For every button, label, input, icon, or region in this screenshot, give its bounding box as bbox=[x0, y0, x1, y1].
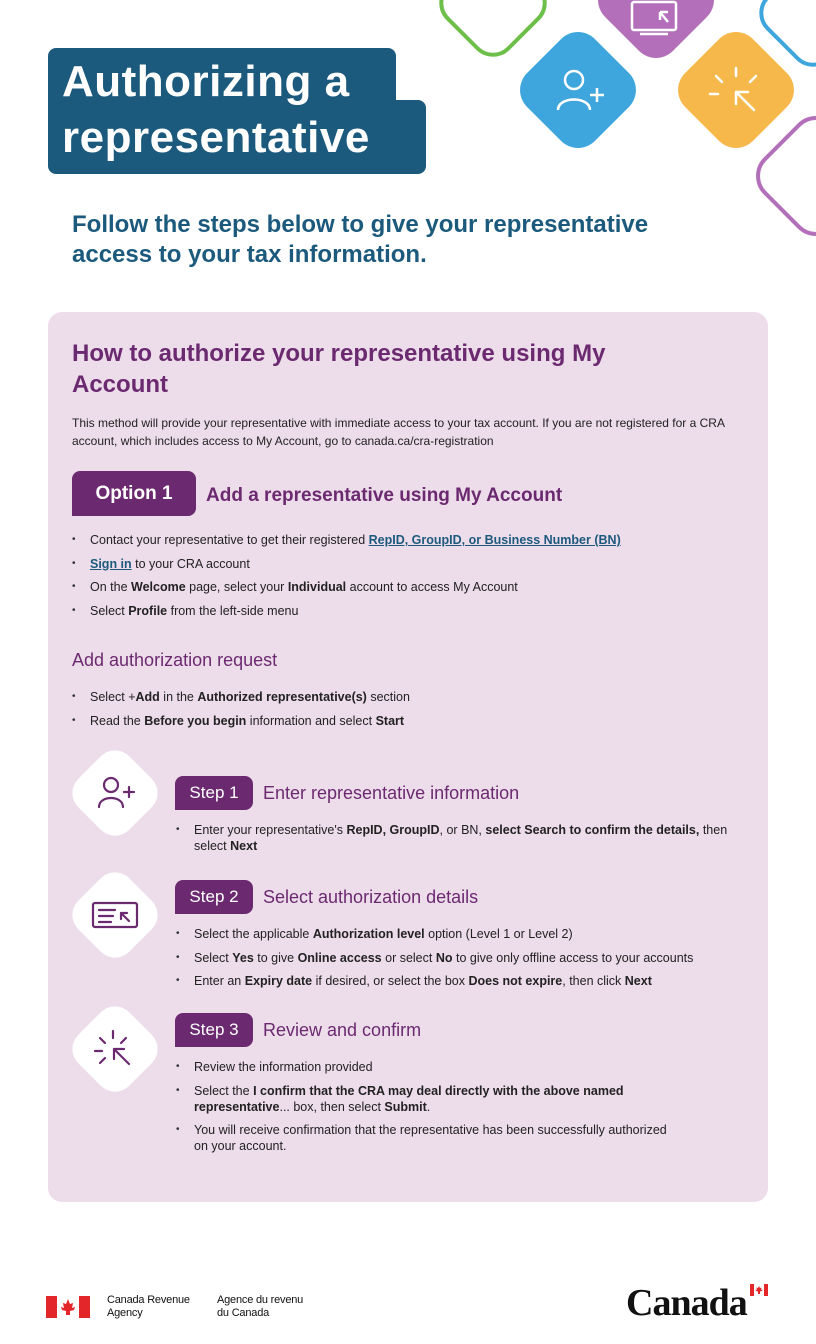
option-badge: Option 1 bbox=[72, 471, 196, 516]
step-3-list bbox=[176, 1059, 676, 1162]
list-item: • Sign in to your CRA account bbox=[72, 556, 752, 572]
click-cursor-icon bbox=[89, 1023, 141, 1075]
auth-request-list bbox=[72, 689, 752, 736]
add-user-icon bbox=[89, 767, 141, 819]
step-1-badge: Step 1 bbox=[175, 776, 253, 810]
agency-name-en: Canada Revenue Agency bbox=[107, 1294, 190, 1319]
online-form-icon bbox=[89, 889, 141, 941]
canada-flag-icon bbox=[46, 1296, 90, 1318]
list-item: • Select the I confirm that the CRA may deal directly with the above named representative... box, then select Submit. bbox=[176, 1083, 676, 1115]
list-item: • Contact your representative to get their registered RepID, GroupID, or Business Number (BN) bbox=[72, 532, 752, 548]
step-1-title: Enter representative information bbox=[263, 783, 520, 803]
list-item: • Select +Add in the Authorized representative(s) section bbox=[72, 689, 752, 705]
intro-text: This method will provide your representative with immediate access to your tax account. If you are not registered for a CRA account, which includes access to My Account, go to canada.ca/cra-registration bbox=[72, 416, 725, 448]
repid-link[interactable]: RepID, GroupID, or Business Number (BN) bbox=[368, 533, 621, 547]
step-2-list bbox=[176, 926, 756, 997]
title-line-1: Authorizing a bbox=[62, 57, 350, 106]
list-item: • Select Profile from the left-side menu bbox=[72, 603, 752, 619]
option-list bbox=[72, 532, 752, 626]
list-item: • Review the information provided bbox=[176, 1059, 676, 1075]
add-user-icon bbox=[558, 71, 604, 110]
subtitle: Follow the steps below to give your representative access to your tax information. bbox=[72, 211, 649, 268]
list-item: • Select the applicable Authorization level option (Level 1 or Level 2) bbox=[176, 926, 756, 942]
click-cursor-icon bbox=[710, 68, 756, 110]
step-2-badge: Step 2 bbox=[175, 880, 253, 914]
wordmark-flag-icon bbox=[750, 1284, 768, 1296]
list-item: • Enter an Expiry date if desired, or select the box Does not expire, then click Next bbox=[176, 973, 756, 989]
canada-wordmark: Canada bbox=[626, 1282, 747, 1324]
list-item: • On the Welcome page, select your Individual account to access My Account bbox=[72, 579, 752, 595]
agency-name-fr: Agence du revenu du Canada bbox=[217, 1294, 304, 1319]
sign-in-link[interactable]: Sign in bbox=[90, 556, 132, 571]
step-3-badge: Step 3 bbox=[175, 1013, 253, 1047]
step-3-title: Review and confirm bbox=[263, 1020, 422, 1040]
step-2-title: Select authorization details bbox=[263, 887, 479, 907]
title-line-2: representative bbox=[62, 113, 370, 162]
auth-request-heading: Add authorization request bbox=[72, 650, 278, 670]
computer-screen-icon bbox=[632, 2, 676, 34]
section-heading: How to authorize your representative using My Account bbox=[72, 340, 606, 398]
option-title: Add a representative using My Account bbox=[206, 485, 563, 506]
list-item: • Read the Before you begin information and select Start bbox=[72, 713, 752, 729]
list-item: • Select Yes to give Online access or select No to give only offline access to your accounts bbox=[176, 950, 756, 966]
step-1-list bbox=[176, 822, 756, 862]
list-item: • Enter your representative's RepID, GroupID, or BN, select Search to confirm the details, then select Next bbox=[176, 822, 756, 854]
page-title bbox=[48, 48, 426, 174]
list-item: • You will receive confirmation that the representative has been successfully authorized on your account. bbox=[176, 1122, 676, 1154]
